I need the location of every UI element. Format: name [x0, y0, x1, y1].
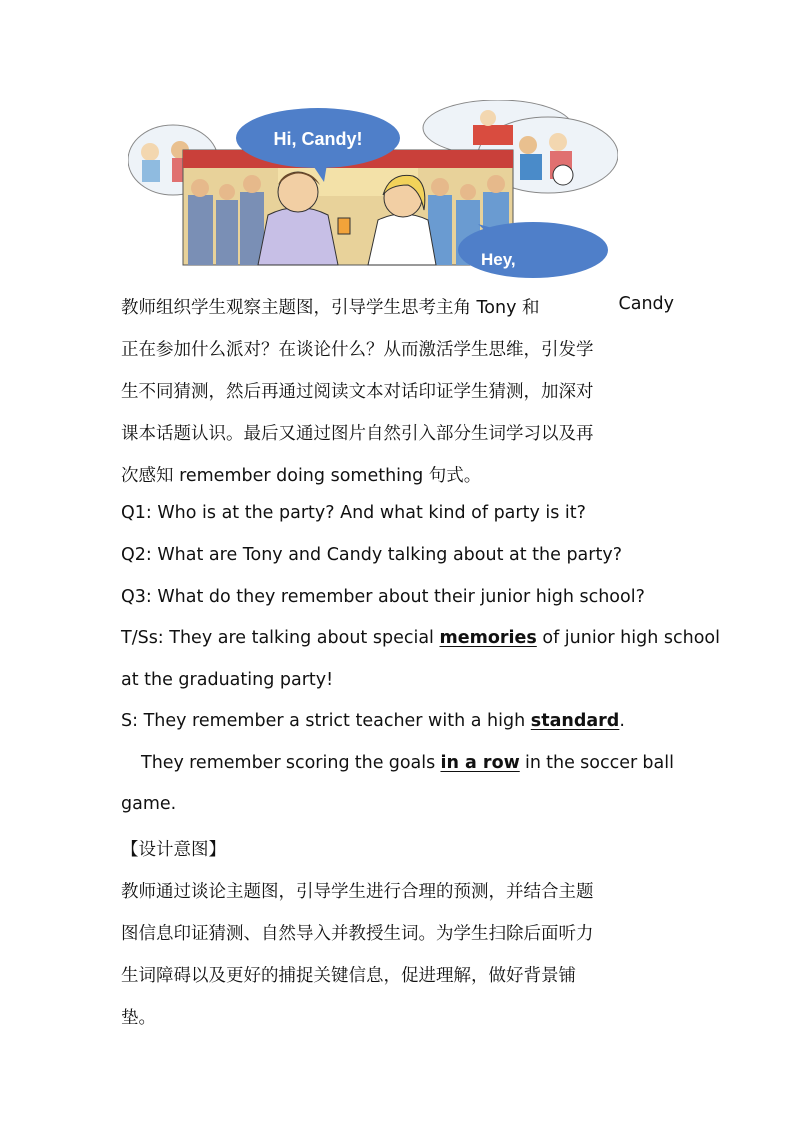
intro-line-2: 正在参加什么派对？在谈论什么？从而激活学生思维，引发学 [121, 340, 594, 360]
keyword-in-a-row: in a row [440, 753, 520, 773]
answer-1-line-2: at the graduating party! [121, 670, 334, 690]
design-line-1: 教师通过谈论主题图，引导学生进行合理的预测，并结合主题 [121, 882, 594, 902]
question-3: Q3: What do they remember about their junior high school? [121, 587, 645, 607]
question-2: Q2: What are Tony and Candy talking about at the party? [121, 545, 622, 565]
bubble-left-text: Hi, Candy! [273, 129, 363, 149]
question-1: Q1: Who is at the party? And what kind of party is it? [121, 503, 586, 523]
design-line-2: 图信息印证猜测、自然导入并教授生词。为学生扫除后面听力 [121, 924, 594, 944]
bubble-right-text: Hey, [481, 250, 516, 269]
intro-line-4: 课本话题认识。最后又通过图片自然引入部分生词学习以及再 [121, 424, 594, 444]
answer-2: S: They remember a strict teacher with a high standard. [121, 711, 625, 731]
intro-line-3: 生不同猜测，然后再通过阅读文本对话印证学生猜测，加深对 [121, 382, 594, 402]
design-line-4: 垫。 [121, 1008, 156, 1028]
answer-3-line-1: They remember scoring the goals in a row in the soccer ball [141, 753, 674, 773]
party-illustration [128, 100, 618, 280]
keyword-standard: standard [530, 711, 620, 731]
intro-line-1: 教师组织学生观察主题图，引导学生思考主角 Tony 和 Candy [121, 294, 674, 318]
speech-bubble-right [458, 222, 608, 278]
keyword-memories: memories [439, 628, 537, 648]
intro-line-5: 次感知 remember doing something 句式。 [121, 466, 482, 486]
design-line-3: 生词障碍以及更好的捕捉关键信息，促进理解，做好背景铺 [121, 966, 576, 986]
answer-1-line-1: T/Ss: They are talking about special memories of junior high school [121, 628, 720, 648]
design-heading: 【设计意图】 [121, 840, 226, 860]
answer-3-line-2: game. [121, 794, 177, 814]
